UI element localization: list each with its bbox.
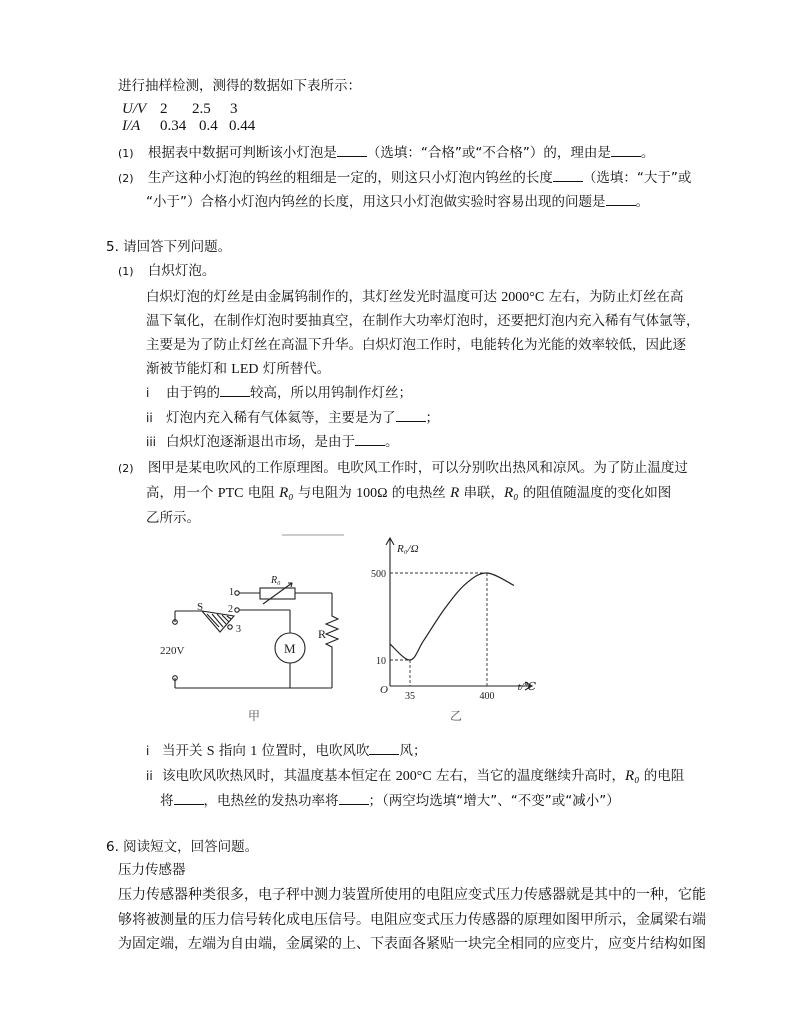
paragraph-text: PTC	[217, 486, 244, 501]
q4-text: 生产这种小灯泡的钨丝的粗细是一定的，则这只小灯泡内钨丝的长度	[147, 170, 553, 186]
item-number: (2)	[118, 462, 134, 475]
paragraph-line: 压力传感器种类很多，电子秤中测力装置所使用的电阻应变式压力传感器就是其中的一种，它能	[118, 887, 706, 903]
symbol: R₀	[625, 768, 640, 784]
item-number: (1)	[118, 147, 134, 160]
q4-text: “小于”）合格小灯泡内钨丝的长度，用这只小灯泡做实验时容易出现的问题是	[146, 194, 606, 210]
sub-item-ii	[146, 406, 439, 430]
sub-item-text: 灯泡内充入稀有气体氦等，主要是为了	[166, 410, 396, 426]
series-line-r0	[390, 573, 514, 660]
table-cell: 2.5	[192, 101, 211, 117]
item-number: ii	[146, 769, 153, 783]
q4-text: （选填：“合格”或“不合格”）的，理由是	[366, 145, 611, 161]
q6-subtitle: 压力传感器	[118, 862, 186, 878]
y-tick-label: 10	[376, 656, 386, 667]
sub-item-text: 位置时，电吹风吹	[261, 743, 370, 759]
answer-blank[interactable]	[174, 790, 204, 805]
sub-item-text: 指向	[218, 743, 246, 759]
sub-item-text: 左右，当它的温度继续升高时，	[436, 768, 626, 784]
answer-blank[interactable]	[396, 407, 426, 422]
figure-caption-jia: 甲	[248, 709, 261, 723]
item-number: ii	[146, 411, 153, 425]
table-row	[122, 101, 255, 118]
item-number: (1)	[118, 265, 134, 278]
circuit-label: R	[318, 627, 327, 641]
sub-item-text: ；（两空均选填“增大”、“不变”或“减小”）	[368, 793, 620, 809]
q4-text: （选填：“大于”或	[582, 170, 692, 186]
sub-item-text: 的电阻	[643, 768, 685, 784]
sub-item-text: 较高，所以用钨制作灯丝；	[250, 385, 412, 401]
sub-item-text: 由于钨的	[166, 385, 220, 401]
paragraph-line	[146, 357, 330, 382]
y-tick-label: 500	[371, 569, 386, 580]
paragraph-line: 为固定端，左端为自由端，金属梁的上、下表面各紧贴一块完全相同的应变片，应变片结构如图	[118, 936, 706, 952]
sub-item-ii	[146, 764, 684, 789]
figure-caption-yi: 乙	[450, 709, 463, 723]
paragraph-text: 高，用一个	[146, 485, 214, 501]
symbol: S	[206, 744, 215, 759]
x-tick-label: 35	[405, 691, 415, 702]
circuit-label: 220V	[160, 645, 185, 657]
circuit-label: 2	[228, 604, 233, 615]
answer-blank[interactable]	[220, 382, 250, 397]
item-number: iii	[146, 435, 157, 449]
paragraph-line: 温下氧化，在制作灯泡时要抽真空，在制作大功率灯泡时，还要把灯泡内充入稀有气体氩等，	[146, 313, 700, 329]
q4-text: 。	[635, 194, 649, 210]
temperature-value: 2000°C	[501, 290, 545, 305]
paragraph-line	[146, 481, 671, 506]
x-axis-label: t/℃	[517, 681, 536, 693]
table-cell: 0.34	[160, 118, 187, 134]
symbol: R₀	[504, 485, 519, 501]
q5-sub2-heading	[118, 456, 688, 481]
resistor-r	[326, 612, 338, 652]
chart	[371, 538, 537, 702]
answer-blank[interactable]	[339, 790, 369, 805]
temperature-value: 200°C	[395, 769, 432, 784]
table-cell: 2	[160, 101, 168, 117]
sub-item-text: 该电吹风吹热风时，其温度基本恒定在	[162, 768, 392, 784]
intro-text: 进行抽样检测，测得的数据如下表所示：	[118, 78, 361, 94]
item-number: i	[146, 744, 150, 758]
paragraph-text: 图甲是某电吹风的工作原理图。电吹风工作时，可以分别吹出热风和凉风。为了防止温度过	[147, 460, 688, 476]
circuit-label: M	[284, 641, 296, 656]
symbol: R	[450, 485, 460, 501]
sub-item-text: 。	[385, 434, 399, 450]
q5-sub1-heading	[118, 259, 215, 284]
sub-item-i	[146, 739, 426, 764]
q6-title: 6. 阅读短文，回答问题。	[106, 839, 259, 855]
q4-item-2	[118, 166, 691, 191]
paragraph-text: 的阻值随温度的变化如图	[522, 485, 672, 501]
q5-title: 5. 请回答下列问题。	[106, 239, 232, 255]
answer-blank[interactable]	[337, 142, 367, 157]
figure-group	[160, 528, 540, 728]
y-axis-label: R₀/Ω	[397, 543, 419, 555]
contact-1	[235, 591, 239, 595]
sub-item-text: 将	[160, 793, 174, 809]
item-number: i	[146, 386, 150, 400]
answer-blank[interactable]	[355, 431, 385, 446]
sub-item-i	[146, 381, 412, 405]
paragraph-text: 白炽灯泡的灯丝是由金属钨制作的，其灯丝发光时温度可达	[146, 289, 497, 305]
circuit-label: 3	[236, 624, 241, 635]
paragraph-text: 的电热丝	[391, 485, 446, 501]
table-row	[122, 118, 255, 135]
q4-item-2-cont	[146, 190, 649, 214]
sub-item-text: 白炽灯泡逐渐退出市场，是由于	[166, 434, 355, 450]
paragraph-line: 主要是为了防止灯丝在高温下升华。白炽灯泡工作时，电能转化为光能的效率较低，因此逐	[146, 337, 686, 353]
sub-title: 白炽灯泡。	[147, 263, 216, 279]
paragraph-text: 电阻	[247, 485, 275, 501]
circuit-diagram	[173, 583, 338, 688]
table-cell: 0.4	[199, 118, 218, 134]
item-number: (2)	[118, 172, 134, 185]
table-cell: 0.44	[229, 118, 256, 134]
answer-blank[interactable]	[606, 191, 636, 206]
circuit-label: 1	[229, 587, 234, 598]
sub-item-text: 当开关	[162, 743, 203, 759]
paragraph-text: 渐被节能灯和	[146, 361, 227, 377]
paragraph-text: 串联，	[463, 485, 505, 501]
q4-text: 。	[640, 145, 655, 161]
sub-item-ii-cont	[160, 789, 620, 813]
paragraph-text: 左右，为防止灯丝在高	[548, 289, 684, 305]
q4-text: 根据表中数据可判断该小灯泡是	[147, 145, 337, 161]
contact-2	[235, 608, 239, 612]
sub-item-text: ，电热丝的发热功率将	[203, 793, 339, 809]
sub-item-text: ；	[425, 410, 439, 426]
paragraph-line	[146, 285, 684, 310]
paragraph-text: 与电阻为	[297, 485, 352, 501]
answer-blank[interactable]	[369, 740, 399, 755]
circuit-label: R₀	[271, 575, 281, 586]
data-table	[122, 101, 255, 135]
sub-item-iii	[146, 430, 399, 454]
paragraph-line: 够将被测量的压力信号转化成电压信号。电阻应变式压力传感器的原理如图甲所示，金属梁右端	[118, 912, 706, 928]
table-cell: 3	[230, 101, 238, 117]
answer-blank[interactable]	[553, 167, 583, 182]
symbol: 1	[250, 744, 258, 759]
circuit-label: S	[197, 601, 204, 613]
table-row-label: U/V	[122, 101, 147, 117]
origin-label: O	[380, 684, 388, 696]
paragraph-text: LED	[231, 362, 259, 377]
q4-item-1	[118, 141, 654, 166]
contact-3	[228, 625, 232, 629]
paragraph-text: 灯所替代。	[262, 361, 331, 377]
paragraph-line: 乙所示。	[146, 510, 200, 526]
answer-blank[interactable]	[611, 142, 641, 157]
resistance-value: 100Ω	[356, 486, 388, 501]
x-tick-label: 400	[479, 691, 495, 702]
sub-item-text: 风；	[399, 743, 427, 759]
symbol: R₀	[279, 485, 294, 501]
table-row-label: I/A	[122, 118, 141, 134]
